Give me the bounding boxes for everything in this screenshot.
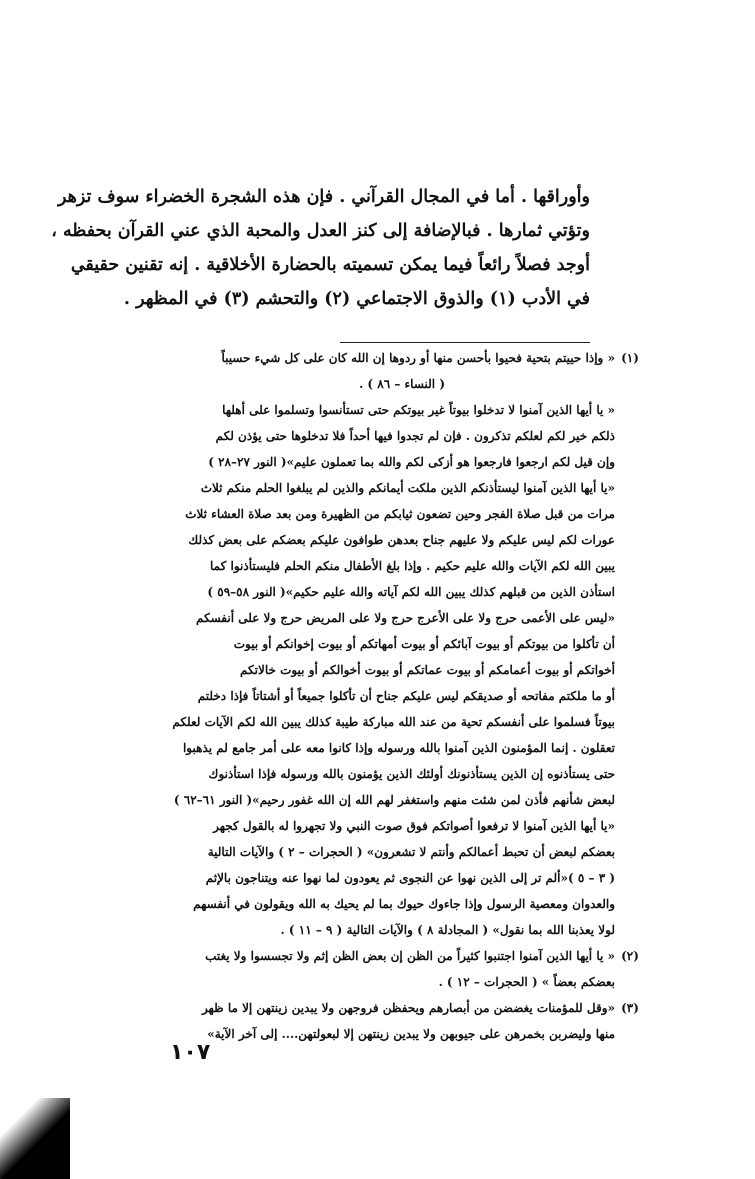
footnote-line: وإن قيل لكم ارجعوا فارجعوا هو أزكى لكم والله بما تعملون عليم»( النور ٢٧–٢٨ ) — [208, 455, 615, 469]
footnote-line: ذلكم خير لكم لعلكم تذكرون . فإن لم تجدوا فيها أحداً فلا تدخلوها حتى يؤذن لكم — [215, 429, 615, 443]
footnote-line: ( ٣ – ٥ )«ألم تر إلى الذين نهوا عن النجوى ثم يعودون لما نهوا عنه ويتناجون بالإثم — [205, 871, 615, 885]
footnote-line: «ليس على الأعمى حرج ولا على الأعرج حرج ولا على المريض حرج ولا على أنفسكم — [195, 611, 615, 625]
page-number: ١٠٧ — [170, 1040, 211, 1065]
footnote-number: (١) — [621, 351, 639, 365]
paragraph-line: أوجد فصلاً رائعاً فيما يمكن تسميته بالحضارة الأخلاقية . إنه تقنين حقيقي — [70, 255, 590, 275]
footnote-number: (٢) — [621, 949, 639, 963]
footnote-line: يبين الله لكم الآيات والله عليم حكيم . وإذا بلغ الأطفال منكم الحلم فليستأذنوا كما — [210, 559, 615, 573]
paragraph-line: في الأدب (١) والذوق الاجتماعي (٢) والتحشم (٣) في المظهر . — [123, 289, 590, 309]
footnote-line: تعقلون . إنما المؤمنون الذين آمنوا بالله ورسوله وإذا كانوا معه على أمر جامع لم يذهبوا — [182, 741, 615, 755]
footnote-1 — [150, 345, 639, 943]
footnote-line: «يا أيها الذين آمنوا ليستأذنكم الذين ملكت أيمانكم والذين لم يبلغوا الحلم منكم ثلاث — [200, 481, 615, 495]
footnote-line: والعدوان ومعصية الرسول وإذا جاءوك حيوك بما لم يحيك به الله ويقولون في أنفسهم — [193, 897, 615, 911]
footnote-line: عورات لكم ليس عليكم ولا عليهم جناح بعدهن طوافون عليكم بعضكم على بعض كذلك — [188, 533, 615, 547]
footnote-line: بعضكم بعضاً » ( الحجرات – ١٢ ) . — [438, 975, 615, 989]
footnotes-section — [150, 345, 639, 1047]
main-paragraph — [51, 180, 590, 316]
footnote-3 — [150, 995, 639, 1047]
footnote-line: أن تأكلوا من بيوتكم أو بيوت آبائكم أو بيوت أمهاتكم أو بيوت إخوانكم أو بيوت — [233, 637, 615, 651]
footnote-line: « وإذا حييتم بتحية فحيوا بأحسن منها أو ردوها إن الله كان على كل شيء حسيباً — [221, 351, 615, 365]
footnote-line: لولا يعذبنا الله بما نقول» ( المجادلة ٨ ) والآيات التالية ( ٩ – ١١ ) . — [280, 923, 615, 937]
footnote-separator — [340, 342, 590, 343]
footnote-line: لبعض شأنهم فأذن لمن شئت منهم واستغفر لهم الله إن الله غفور رحيم»( النور ٦١–٦٢ ) — [173, 793, 615, 807]
footnote-2 — [150, 943, 639, 995]
paragraph-line: وأوراقها . أما في المجال القرآني . فإن هذه الشجرة الخضراء سوف تزهر — [57, 187, 590, 207]
footnote-line: منها وليضربن بخمرهن على جيوبهن ولا يبدين زينتهن إلا لبعولتهن.... إلى آخر الآية» — [207, 1027, 615, 1041]
footnote-line: «وقل للمؤمنات يغضضن من أبصارهم ويحفظن فروجهن ولا يبدين زينتهن إلا ما ظهر — [201, 1001, 615, 1015]
footnote-line: استأذن الذين من قبلهم كذلك يبين الله لكم آياته والله عليم حكيم»( النور ٥٨–٥٩ ) — [207, 585, 615, 599]
footnote-line: بعضكم لبعض أن تحبط أعمالكم وأنتم لا تشعرون» ( الحجرات – ٢ ) والآيات التالية — [207, 845, 615, 859]
footnote-line: بيوتاً فسلموا على أنفسكم تحية من عند الله مباركة طيبة كذلك يبين الله لكم الآيات لعلكم — [172, 715, 615, 729]
scan-shadow — [0, 1098, 70, 1179]
footnote-line: مرات من قبل صلاة الفجر وحين تضعون ثيابكم من الظهيرة ومن بعد صلاة العشاء ثلاث — [185, 507, 615, 521]
footnote-line: « يا أيها الذين آمنوا لا تدخلوا بيوتاً غير بيوتكم حتى تستأنسوا وتسلموا على أهلها — [222, 403, 615, 417]
footnote-line: أخواتكم أو بيوت أعمامكم أو بيوت عماتكم أو بيوت أخوالكم أو بيوت خالاتكم — [240, 663, 615, 677]
footnote-line: « يا أيها الذين آمنوا اجتنبوا كثيراً من الظن إن بعض الظن إثم ولا تجسسوا ولا يغتب — [205, 949, 615, 963]
paragraph-line: وتؤتي ثمارها . فبالإضافة إلى كنز العدل والمحبة الذي عني القرآن بحفظه ، — [51, 221, 590, 241]
footnote-line: ( النساء – ٨٦ ) . — [359, 377, 445, 391]
footnote-line: «يا أيها الذين آمنوا لا ترفعوا أصواتكم فوق صوت النبي ولا تجهروا له بالقول كجهر — [213, 819, 615, 833]
footnote-number: (٣) — [621, 1001, 639, 1015]
footnote-line: أو ما ملكتم مفاتحه أو صديقكم ليس عليكم جناح أن تأكلوا جميعاً أو أشتاتاً فإذا دخلتم — [197, 689, 615, 703]
footnote-line: حتى يستأذنوه إن الذين يستأذنونك أولئك الذين يؤمنون بالله ورسوله فإذا استأذنوك — [208, 767, 615, 781]
